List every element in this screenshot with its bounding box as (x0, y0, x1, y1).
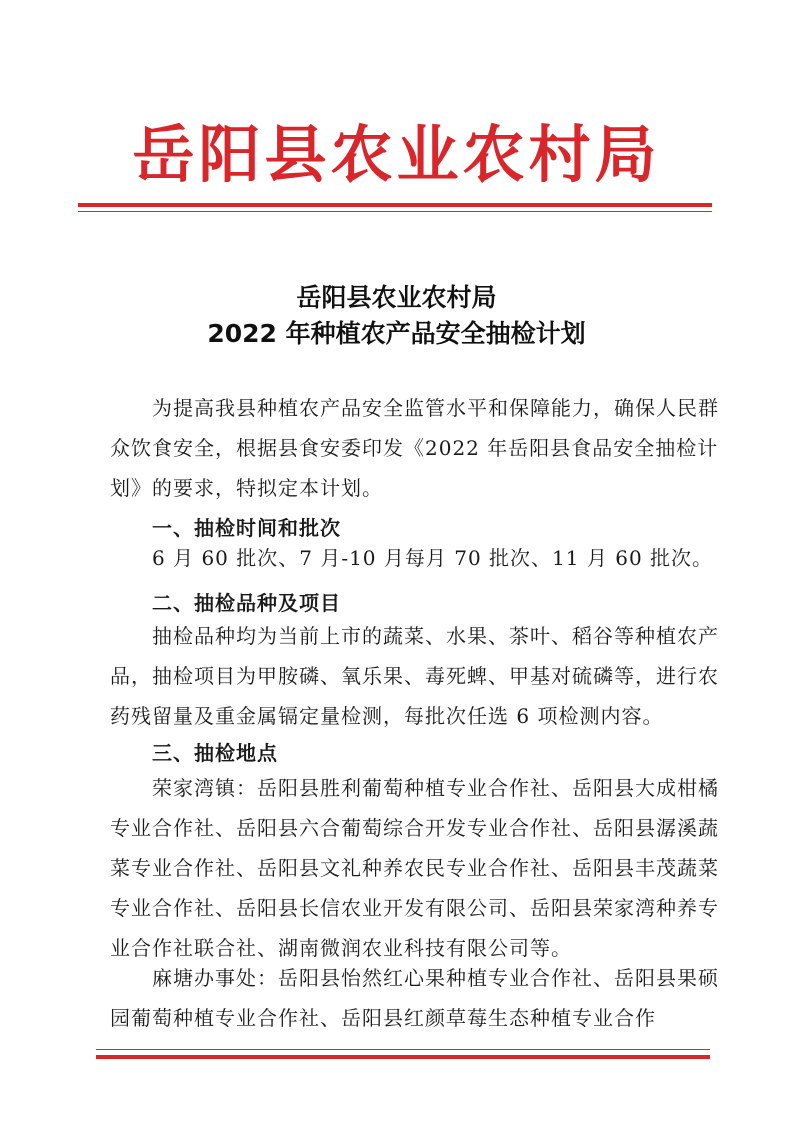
section-heading-1: 一、抽检时间和批次 (152, 516, 341, 540)
section-body-1: 6 月 60 批次、7 月-10 月每月 70 批次、11 月 60 批次。 (152, 546, 714, 570)
letterhead-rule-thick (78, 203, 712, 207)
section-heading-2: 二、抽检品种及项目 (152, 591, 341, 615)
document-title-line1: 岳阳县农业农村局 (296, 283, 497, 312)
document-title-line2: 2022 年种植农产品安全抽检计划 (207, 319, 586, 348)
footer-rule-thin (96, 1049, 710, 1050)
section-heading-3: 三、抽检地点 (152, 741, 278, 765)
section-body-2: 抽检品种均为当前上市的蔬菜、水果、茶叶、稻谷等种植农产品，抽检项目为甲胺磷、氧乐果、毒死蜱、甲基对硫磷等，进行农药残留量及重金属镉定量检测，每批次任选 6 项检测内容。 (110, 624, 719, 728)
intro-paragraph: 为提高我县种植农产品安全监管水平和保障能力，确保人民群众饮食安全，根据县食安委印发《2022 年岳阳县食品安全抽检计划》的要求，特拟定本计划。 (110, 396, 719, 500)
letterhead-org-name: 岳阳县农业农村局 (132, 118, 661, 191)
letterhead-rule-thin (78, 211, 712, 212)
footer-rule-thick (96, 1055, 710, 1059)
section-body-3: 荣家湾镇：岳阳县胜利葡萄种植专业合作社、岳阳县大成柑橘专业合作社、岳阳县六合葡萄综合开发专业合作社、岳阳县潺溪蔬菜专业合作社、岳阳县文礼种养农民专业合作社、岳阳县丰茂蔬菜专业合作社、岳阳县长信农业开发有限公司、岳阳县荣家湾种养专业合作社联合社、湖南微润农业科技有限公司等。 (110, 776, 719, 960)
section-body-3-continued: 麻塘办事处：岳阳县怡然红心果种植专业合作社、岳阳县果硕园葡萄种植专业合作社、岳阳县红颜草莓生态种植专业合作 (110, 966, 719, 1030)
